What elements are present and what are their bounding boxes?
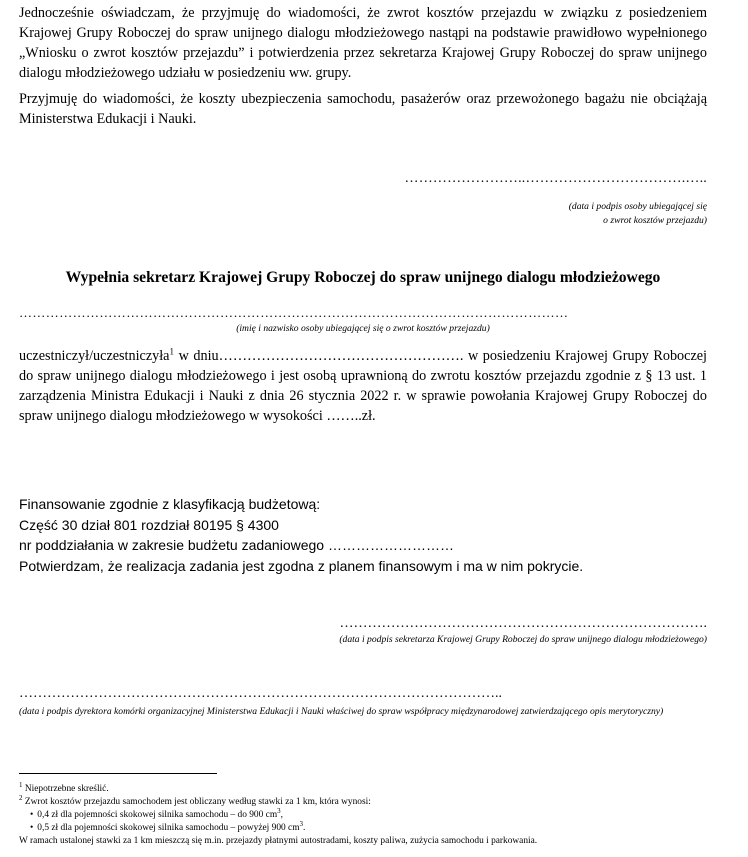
footnote-ref-1: 1 — [169, 346, 174, 357]
declaration-paragraph-1: Jednocześnie oświadczam, że przyjmuję do wiadomości, że zwrot kosztów przejazdu w związku z posiedzeniem Krajowej Grupy Roboczej do spraw unijnego dialogu młodzieżowego nastąpi na podstawie prawidłowo wypełnionego „Wniosku o zwrot kosztów przejazdu” i potwierdzenia przez sekretarza Krajowej Grupy Roboczej do spraw unijnego dialogu młodzieżowego udziału w posiedzeniu ww. grupy. — [19, 5, 707, 81]
rate-item-1-sup: 3 — [277, 806, 281, 815]
applicant-signature-line: ……………………..…………………………….….. — [404, 171, 707, 186]
attendance-text: w dniu……………………………………………. w posiedzeniu Krajowej Grupy Roboczej do spraw unijnego dialogu młodzieżowego i jest osobą uprawnioną do zwrotu kosztów przejazdu zgodnie z § 13 ust. 1 zarządzenia Ministra Edukacji i Nauki z dnia 26 stycznia 2022 r. w sprawie powołania Krajowej Grupy Roboczej do spraw unijnego dialogu młodzieżowego w wysokości ……..zł. — [19, 348, 707, 424]
budget-line-2: Część 30 dział 801 rozdział 80195 § 4300 — [19, 516, 279, 533]
rate-item-1 — [30, 806, 707, 822]
rate-item-1-text: 0,4 zł dla pojemności skokowej silnika samochodu – do 900 cm — [37, 810, 278, 820]
attendance-word: uczestniczył/uczestniczyła — [19, 348, 170, 364]
footnote-2-text: Zwrot kosztów przejazdu samochodem jest obliczany według stawki za 1 km, która wynosi: — [22, 797, 371, 807]
applicant-name-line: …………………………………………………………………………………………………………… — [19, 305, 569, 320]
budget-line-3: nr poddziałania w zakresie budżetu zadaniowego ……………………… — [19, 537, 454, 553]
attendance-confirmation-paragraph — [19, 346, 707, 426]
footnote-2-mark: 2 — [19, 793, 23, 802]
secretary-signature-caption: (data i podpis sekretarza Krajowej Grupy Roboczej do spraw unijnego dialogu młodzieżowego) — [339, 634, 707, 645]
footnote-1 — [19, 780, 707, 796]
budget-classification-block — [19, 494, 583, 576]
secretary-section-heading: Wypełnia sekretarz Krajowej Grupy Roboczej do spraw unijnego dialogu młodzieżowego — [65, 269, 661, 286]
footnotes — [19, 780, 707, 848]
declaration-paragraph-2: Przyjmuję do wiadomości, że koszty ubezpieczenia samochodu, pasażerów oraz przewożonego bagażu nie obciążają Ministerstwa Edukacji i Nauki. — [19, 91, 707, 127]
rate-item-2 — [30, 819, 707, 835]
footnote-1-mark: 1 — [19, 780, 23, 789]
secretary-signature-line: ……………………………………………………………………. — [339, 616, 707, 631]
footnote-2 — [19, 793, 707, 809]
rate-item-1-end: , — [280, 810, 283, 820]
rate-item-2-sup: 3 — [299, 819, 303, 828]
rate-list — [19, 806, 707, 835]
director-signature-line: ………………………………………………………………………………………….. — [19, 686, 502, 701]
footnote-1-text: Niepotrzebne skreślić. — [22, 784, 109, 794]
budget-line-1: Finansowanie zgodnie z klasyfikacją budżetową: — [19, 496, 321, 512]
applicant-signature-caption-line-1: (data i podpis osoby ubiegającej się — [568, 201, 707, 212]
footnote-separator — [19, 773, 217, 774]
director-signature-caption: (data i podpis dyrektora komórki organizacyjnej Ministerstwa Edukacji i Nauki właściwej do spraw współpracy międzynarodowej zatwierdzającego opis merytoryczny) — [19, 706, 664, 717]
rate-item-2-text: 0,5 zł dla pojemności skokowej silnika samochodu – powyżej 900 cm — [37, 823, 300, 833]
budget-line-4: Potwierdzam, że realizacja zadania jest zgodna z planem finansowym i ma w nim pokrycie. — [19, 557, 584, 574]
applicant-name-caption: (imię i nazwisko osoby ubiegającej się o zwrot kosztów przejazdu) — [236, 323, 490, 334]
footnote-2-note: W ramach ustalonej stawki za 1 km mieszczą się m.in. przejazdy płatnymi autostradami, koszty paliwa, zużycia samochodu i parkowania. — [19, 836, 538, 846]
rate-item-2-end: . — [303, 823, 306, 833]
applicant-signature-caption — [569, 200, 707, 228]
applicant-signature-caption-line-2: o zwrot kosztów przejazdu) — [603, 215, 707, 226]
